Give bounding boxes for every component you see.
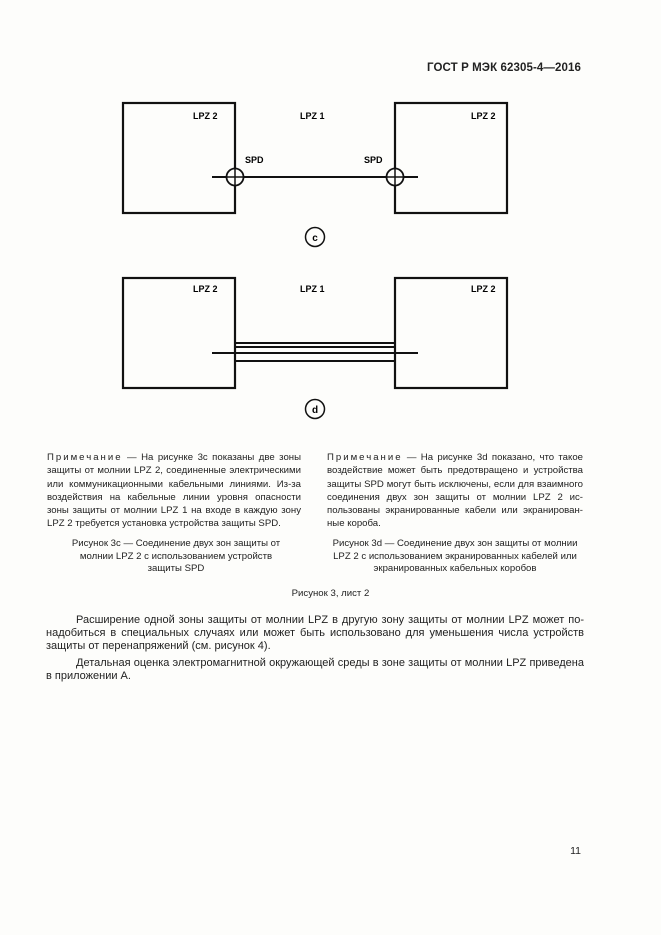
body-text [46,614,584,686]
label-lpz2-right: LPZ 2 [471,284,496,294]
note-left-text: — На рисунке 3c показаны две зоны защиты от молнии LPZ 2, соединенные электрическими или коммуникационными кабельными линиями. Из-за воздействия на кабельные линии уровня опасности зоны защиты от молнии LPZ 1 на входе в каждую зону LPZ 2 требуется установка устройства защиты SPD. [47,452,301,530]
label-spd-right: SPD [364,155,383,165]
note-right [327,451,583,531]
lpz2-left-box [123,278,235,388]
figure-3d-diagram [0,268,661,428]
body-paragraph: Детальная оценка электромагнитной окружающей среды в зоне защиты от молнии LPZ приведена в приложении А. [46,656,584,682]
label-lpz2-right: LPZ 2 [471,111,496,121]
caption-3d: Рисунок 3d — Соединение двух зон защиты от молнии LPZ 2 с использованием экранированных кабелей или экранированных кабельных коробов [332,538,578,574]
document-header: ГОСТ Р МЭК 62305-4—2016 [427,62,581,74]
note-left [47,451,301,531]
lpz2-right-box [395,278,507,388]
label-lpz2-left: LPZ 2 [193,111,218,121]
marker-d-label: d [311,405,319,416]
label-lpz1: LPZ 1 [300,111,325,121]
marker-c-label: c [312,233,318,244]
note-left-label: Примечание [47,452,123,463]
shielded-cable-duct [212,343,418,361]
caption-3c: Рисунок 3c — Соединение двух зон защиты от молнии LPZ 2 с использованием устройств защиты SPD [71,538,281,574]
label-lpz1: LPZ 1 [300,284,325,294]
note-right-label: Примечание [327,452,403,463]
page-number: 11 [570,845,581,857]
figure-title: Рисунок 3, лист 2 [291,588,370,599]
spd-left-symbol [227,169,244,186]
note-right-text: — На рисунке 3d показано, что такое воздействие может быть предотвращено и устройства защиты SPD могут быть исключены, если для взаимного соединения двух зон защиты от молнии LPZ 2 использованы экранированные кабели или экранированные короба. [327,452,583,530]
spd-right-symbol [387,169,404,186]
label-lpz2-left: LPZ 2 [193,284,218,294]
label-spd-left: SPD [245,155,264,165]
figure-3c-diagram [0,95,661,255]
body-paragraph: Расширение одной зоны защиты от молнии LPZ в другую зону защиты от молнии LPZ может понадобиться в специальных случаях или может быть использовано для уменьшения числа устройств защиты от перенапряжений (см. рисунок 4). [46,614,584,653]
lpz2-left-box [123,103,235,213]
